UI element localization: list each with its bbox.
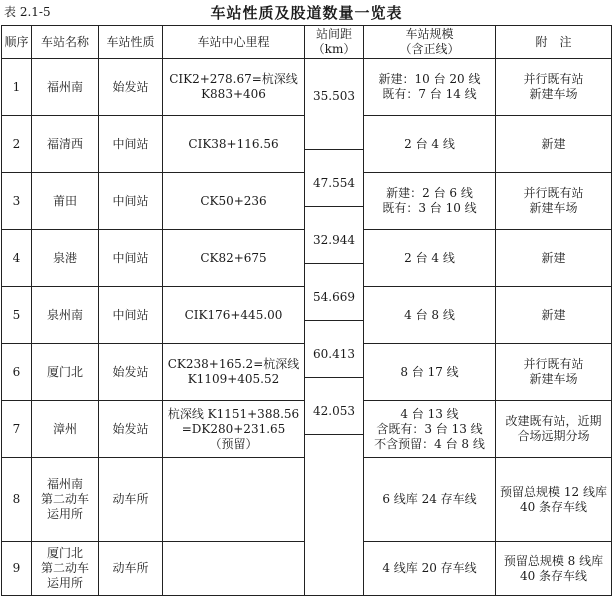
- cell-nature: 始发站: [99, 401, 163, 458]
- cell-name: 莆田: [32, 173, 99, 230]
- cell-scale: 4 台 13 线 含既有：3 台 13 线 不含预留：4 台 8 线: [364, 401, 496, 458]
- cell-note: 新建: [496, 116, 612, 173]
- cell-scale: 2 台 4 线: [364, 230, 496, 287]
- cell-nature: 始发站: [99, 344, 163, 401]
- cell-scale: 新建：10 台 20 线 既有：7 台 14 线: [364, 59, 496, 116]
- cell-name: 泉港: [32, 230, 99, 287]
- cell-nature: 始发站: [99, 59, 163, 116]
- cell-note: 并行既有站 新建车场: [496, 59, 612, 116]
- cell-nature: 中间站: [99, 116, 163, 173]
- cell-name: 厦门北 第二动车 运用所: [32, 542, 99, 596]
- cell-scale: 4 线库 20 存车线: [364, 542, 496, 596]
- cell-scale: 8 台 17 线: [364, 344, 496, 401]
- cell-seq: 3: [2, 173, 32, 230]
- cell-name: 漳州: [32, 401, 99, 458]
- cell-seq: 4: [2, 230, 32, 287]
- distance-value: 35.503: [313, 89, 355, 103]
- header-mileage: 车站中心里程: [163, 26, 305, 59]
- cell-seq: 2: [2, 116, 32, 173]
- distance-value: 32.944: [313, 233, 355, 247]
- cell-name: 福州南: [32, 59, 99, 116]
- cell-mileage: CIK2+278.67=杭深线 K883+406: [163, 59, 305, 116]
- distance-value: 47.554: [313, 176, 355, 190]
- cell-name: 福州南 第二动车 运用所: [32, 458, 99, 542]
- cell-note: 改建既有站，近期 合场远期分场: [496, 401, 612, 458]
- table-caption: 表 2.1-5: [4, 5, 51, 19]
- cell-note: 并行既有站 新建车场: [496, 173, 612, 230]
- cell-mileage: CIK176+445.00: [163, 287, 305, 344]
- table-title: 车站性质及股道数量一览表: [210, 4, 403, 22]
- cell-nature: 中间站: [99, 230, 163, 287]
- cell-seq: 7: [2, 401, 32, 458]
- header-name: 车站名称: [32, 26, 99, 59]
- cell-name: 泉州南: [32, 287, 99, 344]
- distance-column: [305, 59, 364, 596]
- cell-note: 新建: [496, 287, 612, 344]
- header-nature: 车站性质: [99, 26, 163, 59]
- cell-mileage: [163, 542, 305, 596]
- cell-name: 厦门北: [32, 344, 99, 401]
- header-seq: 顺序: [2, 26, 32, 59]
- header-row: [2, 26, 612, 59]
- cell-seq: 5: [2, 287, 32, 344]
- cell-nature: 动车所: [99, 542, 163, 596]
- cell-seq: 1: [2, 59, 32, 116]
- distance-value: 54.669: [313, 290, 355, 304]
- cell-note: 预留总规模 8 线库 40 条存车线: [496, 542, 612, 596]
- cell-nature: 中间站: [99, 287, 163, 344]
- cell-mileage: 杭深线 K1151+388.56 =DK280+231.65 （预留）: [163, 401, 305, 458]
- cell-name: 福清西: [32, 116, 99, 173]
- cell-scale: 6 线库 24 存车线: [364, 458, 496, 542]
- cell-seq: 9: [2, 542, 32, 596]
- cell-note: 新建: [496, 230, 612, 287]
- header-note: 附 注: [496, 26, 612, 59]
- cell-nature: 动车所: [99, 458, 163, 542]
- header-scale: 车站规模 （含正线）: [364, 26, 496, 59]
- cell-seq: 6: [2, 344, 32, 401]
- distance-value: 42.053: [313, 404, 355, 418]
- cell-mileage: CK82+675: [163, 230, 305, 287]
- cell-note: 预留总规模 12 线库 40 条存车线: [496, 458, 612, 542]
- station-table: [1, 25, 612, 596]
- cell-scale: 新建：2 台 6 线 既有：3 台 10 线: [364, 173, 496, 230]
- distance-value: 60.413: [313, 347, 355, 361]
- cell-scale: 4 台 8 线: [364, 287, 496, 344]
- cell-mileage: CIK38+116.56: [163, 116, 305, 173]
- cell-mileage: CK238+165.2=杭深线 K1109+405.52: [163, 344, 305, 401]
- table-row: [2, 59, 612, 116]
- cell-mileage: [163, 458, 305, 542]
- cell-nature: 中间站: [99, 173, 163, 230]
- cell-seq: 8: [2, 458, 32, 542]
- cell-mileage: CK50+236: [163, 173, 305, 230]
- header-distance: 站间距 （km）: [305, 26, 364, 59]
- cell-scale: 2 台 4 线: [364, 116, 496, 173]
- cell-note: 并行既有站 新建车场: [496, 344, 612, 401]
